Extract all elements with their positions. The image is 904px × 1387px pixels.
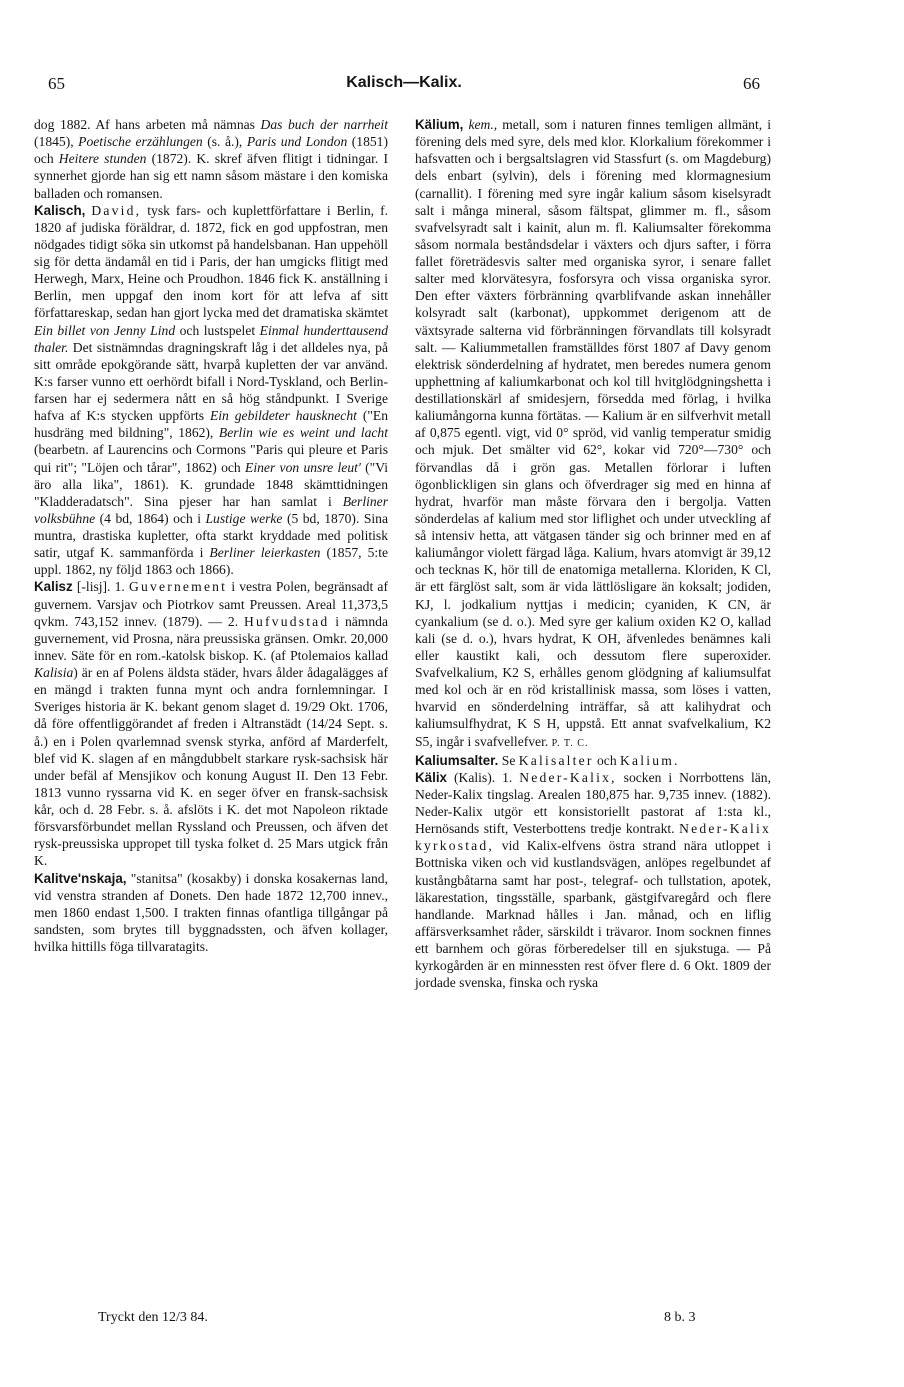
entry-kalitvenskaja: Kalitve'nskaja, "stanitsa" (kosakby) i donska kosakernas land, vid venstra stranden af Donets. Den hade 1872 12,700 innev., men 1860 endast 1,500. I trakten finnas ofantliga tillgångar på sandsten, som brytes till byggnadssten, och äfven kollager, hvilka hittills föga tillvaratagits. [34, 870, 388, 954]
printing-date: Tryckt den 12/3 84. [98, 1310, 208, 1325]
headword: Kälium, [415, 117, 464, 132]
entry-kalium: Kälium, kem., metall, som i naturen finnes temligen allmänt, i förening dels med syre, dels med klor. Klorkalium förekommer i hafsvatten och i bergsaltslagren vid Stassfurt (s. om Magdeburg) dels enbart (sylvin), dels i förening med klormagnesium (carnallit). I förening med syre ingår kalium såsom kiselsyradt salt i många mineral, såsom fältspat, glimmer m. fl., såsom svafvelsyradt salt i kainit, alun m. fl. Kaliumsalter förekomma såsom normala beståndsdelar i växters och djurs safter, i förra fallet företrädesvis salter med organiska syror, i senare fallet salter med klorvätesyra, fosforsyra och vissa organiska syror. Den efter växters förbränning qvarblifvande askan innehåller kolsyradt salt (karbonat), uppkommet derigenom att de växtsyrade salterna vid förbränningen förvandlats till kolsyradt salt. — Kaliummetallen framställdes först 1807 af Davy genom elektrisk sönderdelning af hydratet, men beredes numera genom upphettning af kaliumkarbonat och kol till hvitglödgningshetta i destillationskärl af smidesjern, försedda med förlag, i hvilka kaliumångorna kunna förtätas. — Kalium är en silfverhvit metall af 0,875 egentl. vigt, vid 0° spröd, vid vanlig temperatur smidig och mjuk. Det smälter vid 62°, kokar vid 720°—730° och förvandlas då i grön gas. Metallen förlorar i luften ögonblickligen sin glans och öfverdrager sig med en hinna af hydrat, hvarför man måste förvara den i bergolja. Vatten sönderdelas af kalium med stor liflighet och under utveckling af så intensiv hetta, att vätgasen tänder sig och brinner med en af kaliumångor violett färgad låga. Kalium, hvars atomvigt är 39,12 och tecknas K, hör till de enatomiga metallerna. Kloriden, K Cl, är ett färglöst salt, som är vida lättlösligare än koksalt; jodiden, KJ, l. jodkalium nyttjas i medicin; cyaniden, K CN, är cyankalium (se d. o.). Med syre ger kalium oxiden K2 O, kallad kali (se d. o.), hvars hydrat, K OH, äfvenledes benämnes kali eller kaustikt kali, och dessutom flere superoxider. Svafvelkalium, K2 S, erhålles genom glödgning af kaliumsulfat med kol och är en röd kristallinisk massa, som löses i vatten, hvarvid en sönderdelning inträffar, så att kalihydrat och kaliumsulfhydrat, K S H, uppstå. Ett annat svafvelkalium, K2 S5, ingår i svafvellefver. P. T. C. [415, 117, 771, 749]
headword: Kalitve'nskaja, [34, 870, 127, 886]
sheet-signature: 8 b. 3 [664, 1310, 696, 1325]
entry-kalisch: Kalisch, David, tysk fars- och kuplettförfattare i Berlin, f. 1820 af judiska föräldrar, d. 1872, fick en god uppfostran, men nödgades tidigt söka sin utkomst på handelsbanan. Han uppehöll sig för detta ändamål en tid i Paris, der han umgicks flitigt med Herwegh, Marx, Heine och Proudhon. 1846 fick K. anställning i Berlin, men uppgaf den inom kort för att lefva af sitt författareskap, sedan han gjort lycka med det dramatiska skämtet Ein billet von Jenny Lind och lustspelet Einmal hunderttausend thaler. Det sistnämndas dragningskraft låg i det alldeles nya, på sitt område epokgörande sätt, hvarpå kupletten der var använd. K:s farser vunno ett oerhördt bifall i Nord-Tyskland, och Berlin-farsen har ej sedermera nått en så hög ståndpunkt. I Sverige hafva af K:s stycken uppförts Ein gebildeter hausknecht ("En husdräng med bildning", 1862), Berlin wie es weint und lacht (bearbetn. af Laurencins och Cormons "Paris qui pleure et Paris qui rit"; "Löjen och tårar", 1862) och Einer von unsre leut' ("Vi äro alla lika", 1861). K. grundade 1848 skämttidningen "Kladderadatsch". Sina pjeser har han samlat i Berliner volksbühne (4 bd, 1864) och i Lustige werke (5 bd, 1870). Sina muntra, drastiska kupletter, ofta starkt kryddade med politisk satir, utgaf K. sammanförda i Berliner leierkasten (1857, 5:te uppl. 1862, ny följd 1863 och 1866). [34, 202, 389, 578]
author-signature: P. T. C. [551, 737, 589, 749]
left-column [34, 116, 388, 955]
headword: Kaliumsalter. [415, 752, 499, 768]
running-title: Kalisch—Kalix. [346, 74, 462, 91]
page-number-left: 65 [48, 74, 65, 93]
entry-kalix: Kälix (Kalis). 1. Neder-Kalix, socken i Norrbottens län, Neder-Kalix tingslag. Arealen 180,875 har. 9,735 innev. (1882). Neder-Kalix utgör ett konsistoriellt pastorat af 1:sta kl., Hernösands stift, Vesterbottens tredje kontrakt. Neder-Kalix kyrkostad, vid Kalix-elfvens östra strand nära utloppet i Bottniska viken och vid kustlandsvägen, anlöpes regelbundet af kustångbåtarna samt har post-, telegraf- och tullstation, apotek, läkarestation, tingsställe, sparbank, gästgifvaregård och flere handlande. Marknad hålles i Jan. månad, och en liflig affärsverksamhet råder, särskildt i trävaror. Inom socknen finnes ett barnhem och göras förberedelser till en sjukstuga. — På kyrkogården är en minnessten rest öfver flere d. 6 Okt. 1809 der jordade svenska, finska och ryska [415, 769, 771, 991]
entry-kaliumsalter: Kaliumsalter. Se Kalisalter och Kalium. [415, 752, 680, 768]
headword: Kalisch, [34, 202, 86, 218]
right-column [415, 116, 771, 991]
entry-continuation: dog 1882. Af hans arbeten må nämnas Das buch der narrheit (1845), Poetische erzählungen (s. å.), Paris und London (1851) och Heitere stunden (1872). K. skref äfven flitigt i tidningar. I synnerhet gjorde han sig ett namn såsom mästare i den komiska balladen och romansen. [34, 117, 388, 201]
headword: Kalisz [34, 579, 73, 595]
entry-kalisz: Kalisz [-lisj]. 1. Guvernement i vestra Polen, begränsadt af guvernem. Varsjav och Piotrkov samt Preussen. Areal 11,373,5 qvkm. 743,152 innev. (1879). — 2. Hufvudstad i nämnda guvernement, vid Prosna, nära preussiska gränsen. Omkr. 20,000 innev. Säte för en rom.-katolsk biskop. K. (af Ptolemaios kallad Kalisia) är en af Polens äldsta städer, hvars ålder ådagalägges af en mängd i trakten funna mynt och andra fornlemningar. I Sveriges historia är K. bekant genom slaget d. 19/29 Okt. 1706, då före offentliggörandet af freden i Altranstädt (14/24 Sept. s. å.) en i Polen qvarlemnad svensk styrka, anförd af Marderfelt, blef vid K. slagen af en mångdubbelt starkare rysk-sachsisk här under befäl af Mensjikov och konung August II. Den 13 Febr. 1813 vunno ryssarna vid K. en seger öfver en fransk-sachsisk kår, och d. 28 Febr. s. å. afslöts i K. det mot Napoleon riktade försvarsförbundet mellan Ryssland och Preussen, och äfven det rysk-preussiska uppropet till tyska folket d. 25 Mars utgick från K. [34, 579, 388, 869]
page-header [48, 74, 760, 98]
page-number-right: 66 [743, 74, 760, 93]
headword: Kälix [415, 769, 448, 785]
